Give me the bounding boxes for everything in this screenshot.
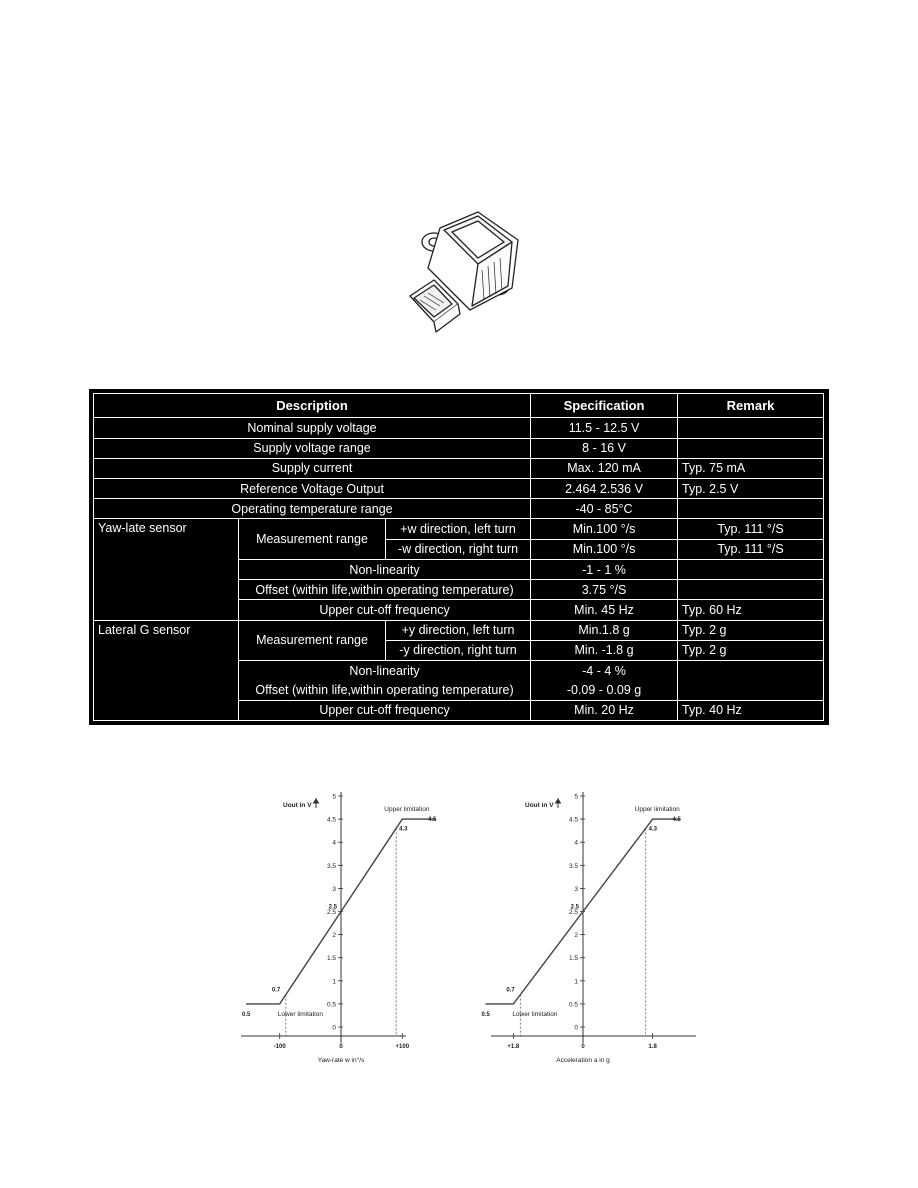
row-remark [678, 418, 824, 438]
yaw-cutoff-label: Upper cut-off frequency [239, 600, 531, 620]
row-description: Supply voltage range [94, 438, 531, 458]
yaw-cutoff-spec: Min. 45 Hz [531, 600, 678, 620]
table-row [94, 418, 824, 438]
y-tick-label: 0.5 [326, 1001, 336, 1009]
y-tick-label: 3 [332, 885, 336, 893]
upper-limitation-label: Upper limitation [634, 806, 680, 814]
value-label-mid: 2.5 [570, 904, 579, 911]
y-axis-label: Uout in V [283, 802, 312, 809]
table-row [94, 479, 824, 499]
y-axis-label: Uout in V [525, 802, 554, 809]
row-specification: 8 - 16 V [531, 438, 678, 458]
yaw-measurement-range-label: Measurement range [239, 519, 386, 559]
row-remark [678, 438, 824, 458]
y-tick-label: 2.5 [326, 909, 336, 916]
lateral-minus-direction: -y direction, right turn [386, 640, 531, 660]
lateral-measurement-range-label: Measurement range [239, 620, 386, 660]
header-description: Description [94, 394, 531, 418]
row-description: Nominal supply voltage [94, 418, 531, 438]
arrow-up-icon [314, 799, 319, 808]
row-remark: Typ. 2.5 V [678, 479, 824, 499]
yaw-plus-remark: Typ. 111 °/S [678, 519, 824, 539]
x-tick-label: 1.8 [648, 1044, 657, 1050]
yaw-minus-remark: Typ. 111 °/S [678, 539, 824, 559]
output-characteristic-charts [236, 780, 716, 1100]
row-specification: Max. 120 mA [531, 458, 678, 478]
y-tick-label: 3.5 [568, 862, 578, 870]
row-description: Operating temperature range [94, 499, 531, 519]
lateral-cutoff-label: Upper cut-off frequency [239, 700, 531, 720]
lateral-minus-remark: Typ. 2 g [678, 640, 824, 660]
y-tick-label: 2 [332, 932, 336, 940]
y-tick-label: 1 [332, 978, 336, 986]
row-description: Reference Voltage Output [94, 479, 531, 499]
y-tick-label: 3 [574, 885, 578, 893]
y-tick-label: 5 [574, 793, 578, 801]
lateral-cutoff-spec: Min. 20 Hz [531, 700, 678, 720]
lateral-offset-label: Offset (within life,within operating temperature) [239, 680, 531, 700]
lower-limitation-label: Lower limitation [277, 1010, 324, 1018]
x-tick-label: +100 [395, 1044, 410, 1050]
value-label-knee-high: 4.3 [648, 826, 658, 833]
value-label-knee-low: 0.7 [271, 987, 281, 994]
row-description: Supply current [94, 458, 531, 478]
value-label-mid: 2.5 [328, 904, 337, 911]
y-tick-label: 4.5 [326, 816, 336, 824]
value-label-high: 4.5 [672, 817, 681, 824]
value-label-high: 4.5 [428, 817, 437, 824]
y-tick-label: 1.5 [326, 955, 336, 963]
y-tick-label: 4 [332, 839, 336, 847]
lower-limitation-label: Lower limitation [512, 1010, 558, 1018]
lateral-minus-spec: Min. -1.8 g [531, 640, 678, 660]
specification-table [89, 389, 829, 725]
lateral-cutoff-remark: Typ. 40 Hz [678, 700, 824, 720]
header-specification: Specification [531, 394, 678, 418]
table-row [94, 438, 824, 458]
x-tick-label: 0 [339, 1044, 343, 1050]
table-row [94, 499, 824, 519]
y-tick-label: 0 [332, 1024, 336, 1032]
table-row [94, 519, 824, 539]
x-tick-label: -100 [273, 1044, 286, 1050]
lateral-nonlinearity-label: Non-linearity [239, 661, 531, 681]
table-row [94, 458, 824, 478]
lateral-offset-spec: -0.09 - 0.09 g [531, 680, 678, 700]
y-tick-label: 1 [574, 978, 578, 986]
x-axis-label: Acceleration a in g [556, 1057, 610, 1064]
y-tick-label: 3.5 [326, 862, 336, 870]
yaw-rate-sensor-illustration [400, 200, 530, 340]
yaw-minus-direction: -w direction, right turn [386, 539, 531, 559]
row-specification: 2.464 2.536 V [531, 479, 678, 499]
x-tick-label: 0 [581, 1044, 585, 1050]
value-label-low: 0.5 [242, 1011, 251, 1018]
upper-limitation-label: Upper limitation [384, 806, 430, 814]
row-remark [678, 499, 824, 519]
yaw-offset-label: Offset (within life,within operating temperature) [239, 580, 531, 600]
lateral-nonlinearity-spec: -4 - 4 % [531, 661, 678, 681]
y-tick-label: 4.5 [568, 816, 578, 824]
row-remark: Typ. 75 mA [678, 458, 824, 478]
lateral-plus-direction: +y direction, left turn [386, 620, 531, 640]
table-header-row [94, 394, 824, 418]
y-tick-label: 2.5 [568, 909, 578, 916]
y-tick-label: 4 [574, 839, 578, 847]
yaw-plus-direction: +w direction, left turn [386, 519, 531, 539]
yaw-plus-spec: Min.100 °/s [531, 519, 678, 539]
y-tick-label: 1.5 [568, 955, 578, 963]
y-tick-label: 2 [574, 932, 578, 940]
lateral-plus-remark: Typ. 2 g [678, 620, 824, 640]
table-row [94, 620, 824, 640]
yaw-offset-spec: 3.75 °/S [531, 580, 678, 600]
row-specification: 11.5 - 12.5 V [531, 418, 678, 438]
lateral-plus-spec: Min.1.8 g [531, 620, 678, 640]
y-tick-label: 5 [332, 793, 336, 801]
y-tick-label: 0 [574, 1024, 578, 1032]
value-label-knee-low: 0.7 [506, 987, 515, 994]
yaw-cutoff-remark: Typ. 60 Hz [678, 600, 824, 620]
value-label-low: 0.5 [481, 1011, 490, 1018]
header-remark: Remark [678, 394, 824, 418]
yaw-nonlinearity-spec: -1 - 1 % [531, 559, 678, 579]
x-axis-label: Yaw-rate w in°/s [317, 1057, 365, 1064]
y-tick-label: 0.5 [568, 1001, 578, 1009]
value-label-knee-high: 4.3 [399, 826, 408, 833]
row-specification: -40 - 85°C [531, 499, 678, 519]
yaw-nonlinearity-label: Non-linearity [239, 559, 531, 579]
x-tick-label: +1.8 [507, 1044, 520, 1050]
lateral-sensor-group-label: Lateral G sensor [94, 620, 239, 720]
yaw-sensor-group-label: Yaw-late sensor [94, 519, 239, 620]
arrow-up-icon [556, 799, 561, 808]
yaw-minus-spec: Min.100 °/s [531, 539, 678, 559]
